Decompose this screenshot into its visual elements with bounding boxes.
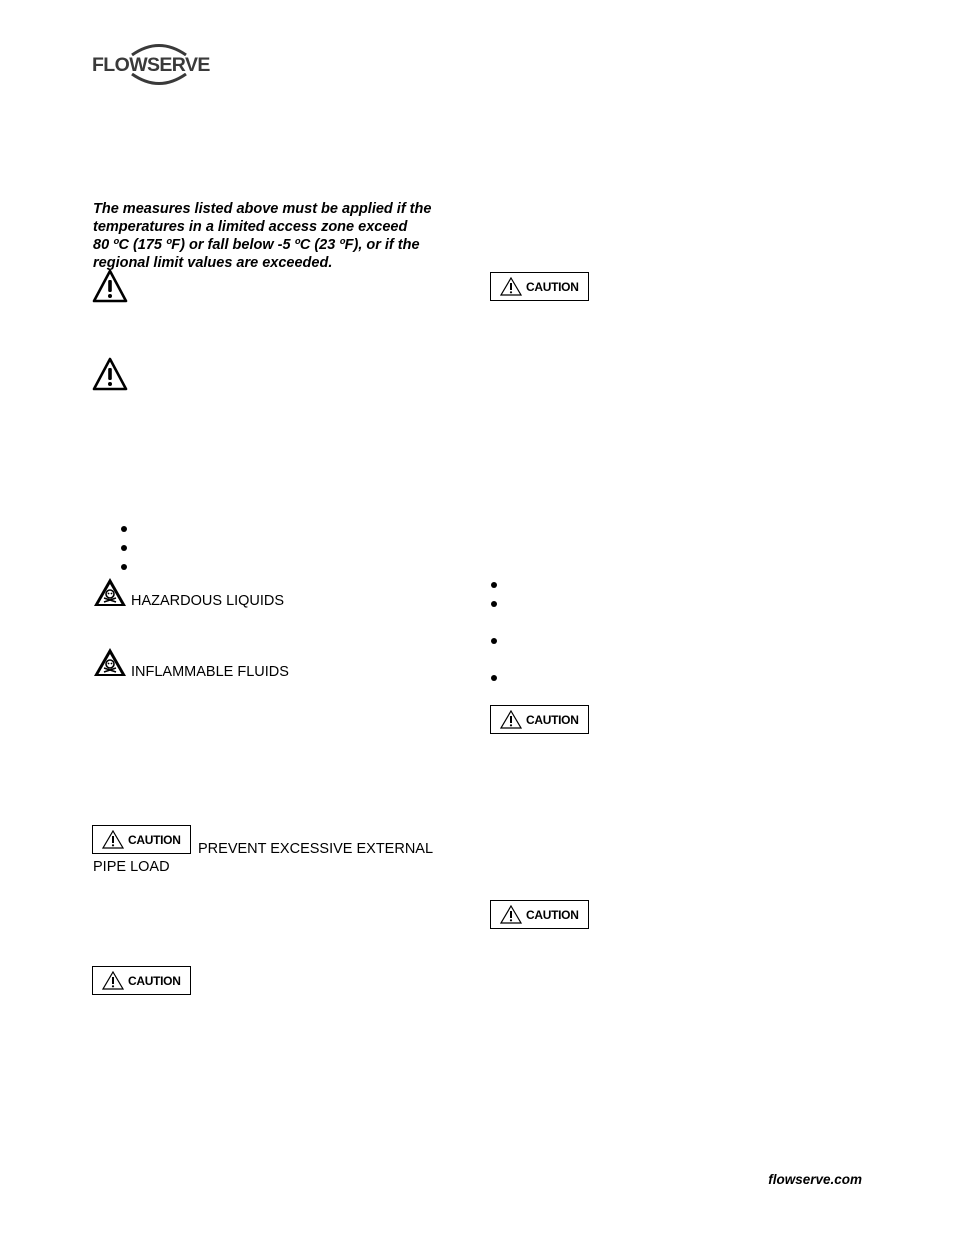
warning-triangle-icon [92,269,128,303]
bullet-point [491,582,497,588]
caution-label: CAUTION [526,712,579,727]
warning-triangle-icon [92,357,128,391]
caution-triangle-icon [500,277,522,296]
caution-triangle-icon [500,710,522,729]
note-line-1: The measures listed above must be applied if the [93,201,432,217]
bullet-point [491,675,497,681]
pipe-load-line-1: PREVENT EXCESSIVE EXTERNAL [198,841,434,857]
bullet-point [121,526,127,532]
caution-label: CAUTION [526,279,579,294]
caution-label: CAUTION [128,832,181,847]
footer-site-link: flowserve.com [768,1172,862,1187]
pipe-load-text [93,840,473,876]
caution-badge [92,966,191,995]
note-line-4: regional limit values are exceeded. [93,255,333,271]
skull-hazard-icon [93,577,127,607]
skull-hazard-icon [93,647,127,677]
logo-arc-bottom-icon [130,73,188,87]
logo-text: FLOWSERVE [92,54,210,76]
bullet-point [491,638,497,644]
temperature-note [93,200,473,272]
flowserve-logo [90,38,208,90]
bullet-point [121,545,127,551]
bullet-point [121,564,127,570]
caution-badge [490,272,589,301]
hazardous-liquids-label: HAZARDOUS LIQUIDS [131,593,285,609]
note-line-2: temperatures in a limited access zone exceed [93,219,408,235]
inflammable-fluids-label: INFLAMMABLE FLUIDS [131,664,289,680]
bullet-point [491,601,497,607]
caution-label: CAUTION [526,907,579,922]
caution-badge [490,705,589,734]
caution-label: CAUTION [128,973,181,988]
caution-badge [490,900,589,929]
caution-triangle-icon [500,905,522,924]
caution-triangle-icon [102,971,124,990]
note-line-3: 80 ºC (175 ºF) or fall below -5 ºC (23 ºF), or if the [93,237,420,253]
pipe-load-line-2: PIPE LOAD [93,859,170,875]
